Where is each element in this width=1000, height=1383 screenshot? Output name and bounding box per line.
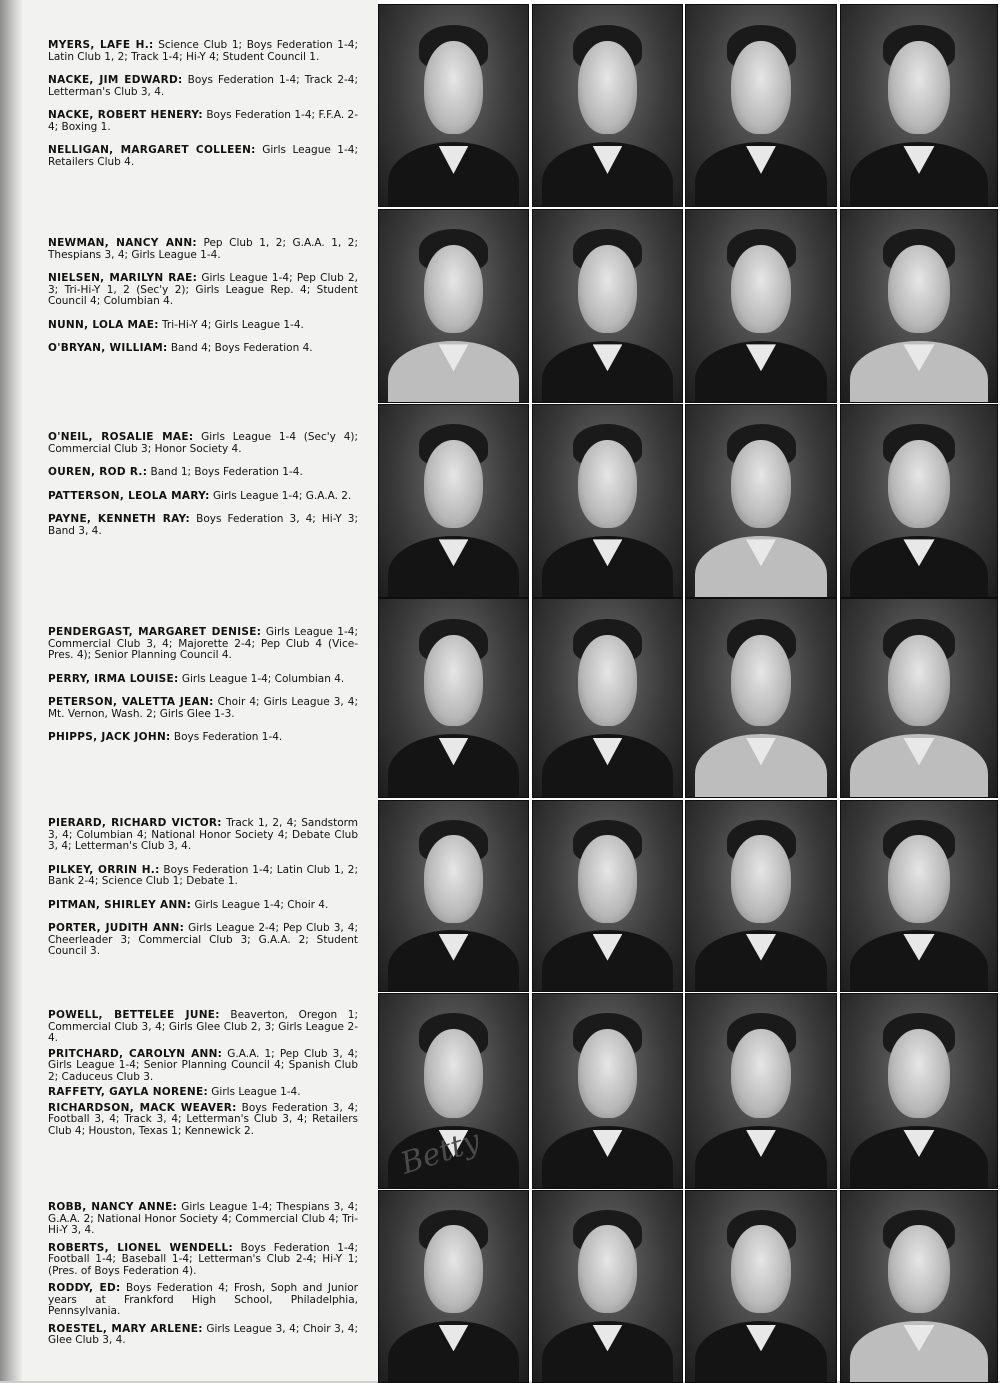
student-name: ROBB, NANCY ANNE: [48,1201,178,1213]
entry-group [48,1010,358,1141]
student-portrait [840,1190,998,1383]
entry-group [48,627,358,756]
student-entry [48,732,358,744]
student-entry [48,343,358,355]
student-activities: Beaverton, Oregon 1; Commercial Club 3, 4; Girls Glee Club 2, 3; Girls League 2-4. [48,1009,358,1044]
student-portrait [685,4,837,207]
student-activities: Band 4; Boys Federation 4. [170,342,313,354]
student-portrait [840,4,998,207]
student-name: PETERSON, VALETTA JEAN: [48,696,214,708]
student-portrait [532,1190,683,1383]
student-entry [48,1087,358,1099]
student-name: MYERS, LAFE H.: [48,39,154,51]
student-entry [48,273,358,308]
entry-group [48,238,358,367]
student-entry [48,1243,358,1278]
student-portrait [378,800,529,992]
student-name: RICHARDSON, MACK WEAVER: [48,1101,237,1114]
entry-group [48,432,358,549]
student-name: PRITCHARD, CAROLYN ANN: [48,1047,223,1060]
student-entry [48,467,358,479]
student-portrait [840,598,998,798]
student-activities: Girls League 3, 4; Choir 3, 4; Glee Club 3, 4. [48,1322,358,1346]
biography-column [48,0,358,1381]
student-name: RAFFETY, GAYLA NORENE: [48,1086,208,1098]
student-portrait [840,404,998,598]
student-name: PITMAN, SHIRLEY ANN: [48,898,192,911]
student-portrait [378,598,529,798]
student-name: PENDERGAST, MARGARET DENISE: [48,626,262,638]
student-portrait [685,800,837,992]
student-activities: Pep Club 1, 2; G.A.A. 1, 2; Thespians 3, 4; Girls League 1-4. [48,237,359,261]
student-entry [48,900,358,912]
student-portrait [532,209,683,403]
student-activities: Girls League 1-4; G.A.A. 2. [212,489,352,502]
student-name: NACKE, ROBERT HENERY: [48,109,203,121]
student-name: PAYNE, KENNETH RAY: [48,513,191,525]
student-activities: Boys Federation 1-4; Latin Club 1, 2; Bank 2-4; Science Club 1; Debate 1. [48,863,359,887]
student-activities: Track 1, 2, 4; Sandstorm 3, 4; Columbian 4; National Honor Society 4; Debate Club 3, 4; Letterman's Club 3, 4. [48,817,359,852]
portrait-grid [378,0,1000,1381]
student-name: ROESTEL, MARY ARLENE: [48,1322,203,1335]
student-portrait [532,4,683,207]
student-portrait [378,4,529,207]
student-activities: Girls League 2-4; Pep Club 3, 4; Cheerleader 3; Commercial Club 3; G.A.A. 2; Student Council 3. [48,922,358,957]
student-entry [48,145,358,168]
student-activities: Boys Federation 4; Frosh, Soph and Junior years at Frankford High School, Philadelphia, Pennsylvania. [48,1282,358,1317]
student-name: PIERARD, RICHARD VICTOR: [48,817,222,829]
student-portrait [685,404,837,598]
student-portrait [840,209,998,403]
student-entry [48,75,358,98]
student-name: NIELSEN, MARILYN RAE: [48,272,198,284]
student-entry [48,40,358,63]
student-activities: Girls League 1-4 (Sec'y 4); Commercial Club 3; Honor Society 4. [48,431,359,455]
student-name: NACKE, JIM EDWARD: [48,74,183,86]
student-activities: Girls League 1-4; Pep Club 2, 3; Tri-Hi-Y 1, 2 (Sec'y 2); Girls League Rep. 4; Student Council 4; Columbian 4. [48,272,358,307]
student-entry [48,238,358,261]
student-activities: Science Club 1; Boys Federation 1-4; Latin Club 1, 2; Track 1-4; Hi-Y 4; Student Council 1. [48,39,358,63]
student-activities: Boys Federation 1-4; Football 1-4; Baseball 1-4; Letterman's Club 2-4; Hi-Y 1; (Pres. of Boys Federation 4). [48,1241,358,1277]
student-entry [48,674,358,686]
student-name: POWELL, BETTELEE JUNE: [48,1009,220,1021]
student-name: NUNN, LOLA MAE: [48,318,159,331]
student-entry [48,865,358,888]
student-portrait [378,1190,529,1383]
student-entry [48,923,358,958]
student-name: PERRY, IRMA LOUISE: [48,672,179,685]
student-portrait [840,800,998,992]
student-name: RODDY, ED: [48,1282,121,1294]
student-activities: Band 1; Boys Federation 1-4. [150,466,303,478]
student-portrait [378,404,529,598]
entry-group [48,1202,358,1353]
student-portrait [685,209,837,403]
student-activities: Girls League 1-4; Thespians 3, 4; G.A.A. 2; National Honor Society 4; Commercial Club 4; Tri-Hi-Y 3, 4. [48,1201,358,1236]
student-portrait [685,1190,837,1383]
student-entry [48,697,358,720]
student-name: NEWMAN, NANCY ANN: [48,237,197,249]
student-name: PORTER, JUDITH ANN: [48,922,185,934]
student-entry [48,1010,358,1045]
student-entry [48,818,358,853]
student-activities: Boys Federation 3, 4; Football 3, 4; Track 3, 4; Letterman's Club 3, 4; Retailers Club 4; Houston, Texas 1; Kennewick 2. [48,1101,359,1137]
student-activities: Boys Federation 1-4; F.F.A. 2-4; Boxing 1. [48,109,359,133]
student-portrait [532,800,683,992]
student-portrait [532,598,683,798]
student-portrait [685,993,837,1189]
student-activities: Boys Federation 3, 4; Hi-Y 3; Band 3, 4. [48,513,358,537]
student-name: O'NEIL, ROSALIE MAE: [48,431,194,443]
entry-group [48,40,358,180]
student-portrait [378,209,529,403]
student-portrait [532,404,683,598]
student-entry [48,1103,358,1138]
student-entry [48,432,358,455]
student-activities: Girls League 1-4; Retailers Club 4. [48,144,358,168]
student-activities: Boys Federation 1-4. [173,731,283,743]
entry-group [48,818,358,970]
student-activities: Choir 4; Girls League 3, 4; Mt. Vernon, Wash. 2; Girls Glee 1-3. [48,696,358,720]
student-entry [48,1283,358,1318]
student-portrait [840,993,998,1189]
student-entry [48,110,358,133]
student-entry [48,491,358,503]
student-activities: Girls League 1-4; Choir 4. [194,898,329,911]
student-entry [48,1049,358,1084]
student-activities: Girls League 1-4; Columbian 4. [181,672,345,685]
student-entry [48,1324,358,1347]
student-name: OUREN, ROD R.: [48,466,148,478]
student-name: O'BRYAN, WILLIAM: [48,342,168,354]
student-entry [48,627,358,662]
student-name: PHIPPS, JACK JOHN: [48,731,171,743]
student-entry [48,1202,358,1237]
binding-gutter [0,0,22,1381]
student-activities: Girls League 1-4; Commercial Club 3, 4; Majorette 2-4; Pep Club 4 (Vice-Pres. 4); Senior Planning Council 4. [48,626,358,661]
student-activities: Girls League 1-4. [211,1086,301,1098]
student-entry [48,320,358,332]
student-activities: Tri-Hi-Y 4; Girls League 1-4. [162,318,304,331]
student-portrait [532,993,683,1189]
student-name: NELLIGAN, MARGARET COLLEEN: [48,144,256,156]
student-entry [48,514,358,537]
handwritten-signature: Betty [396,1123,485,1182]
student-activities: G.A.A. 1; Pep Club 3, 4; Girls League 1-4; Senior Planning Council 4; Spanish Club 2; Caduceus Club 3. [48,1047,358,1083]
student-portrait [685,598,837,798]
student-name: PATTERSON, LEOLA MARY: [48,489,210,502]
student-activities: Boys Federation 1-4; Track 2-4; Letterman's Club 3, 4. [48,74,359,98]
student-name: ROBERTS, LIONEL WENDELL: [48,1241,233,1254]
student-name: PILKEY, ORRIN H.: [48,863,160,876]
